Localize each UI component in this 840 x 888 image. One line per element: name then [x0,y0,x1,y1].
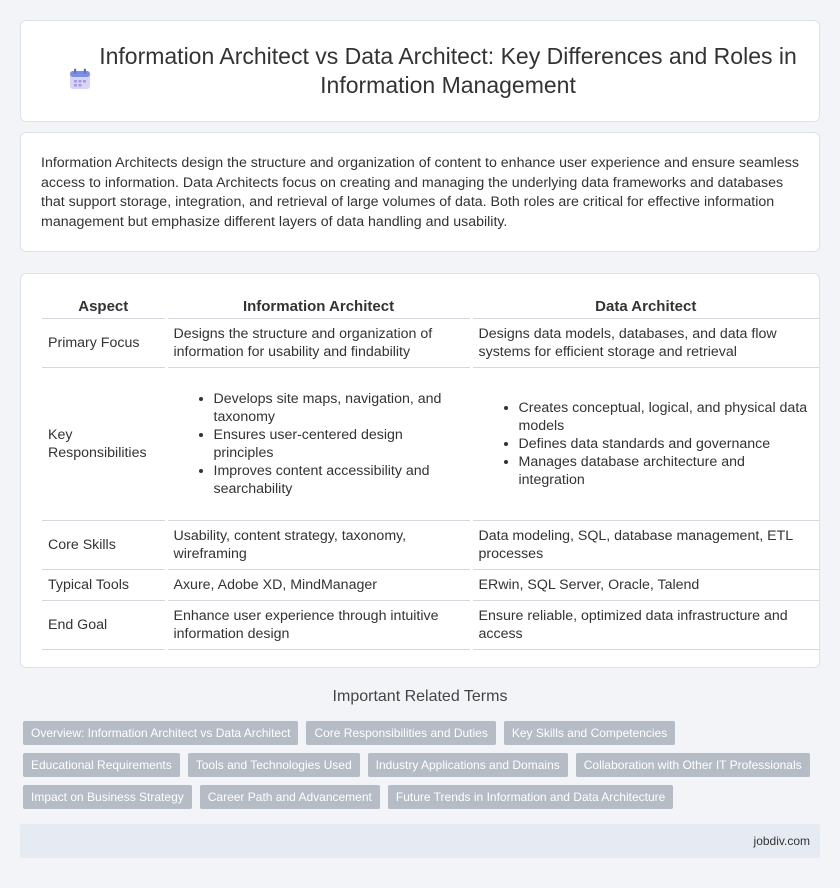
calendar-icon [68,67,92,91]
footer-site-link[interactable]: jobdiv.com [753,834,810,848]
data-cell: ERwin, SQL Server, Oracle, Talend [471,569,819,600]
related-tag[interactable]: Industry Applications and Domains [368,753,568,777]
tag-row [23,785,823,809]
aspect-cell: Typical Tools [42,569,166,600]
comparison-table [42,295,819,650]
related-tag[interactable]: Educational Requirements [23,753,180,777]
related-tag[interactable]: Core Responsibilities and Duties [306,721,495,745]
related-terms-title: Important Related Terms [332,688,508,705]
related-tag[interactable]: Collaboration with Other IT Professionals [576,753,810,777]
list-item: • Improves content accessibility and searchability [214,462,464,498]
list-item: • Defines data standards and governance [519,435,814,453]
info-list [174,390,464,498]
info-cell: Axure, Adobe XD, MindManager [166,569,471,600]
related-terms-tags [23,721,823,817]
intro-card [20,132,820,252]
data-cell: Designs data models, databases, and data flow systems for efficient storage and retrieval [471,318,819,367]
header-card [20,20,820,122]
footer [20,824,820,858]
aspect-cell: Key Responsibilities [42,367,166,520]
header-data-architect: Data Architect [471,295,819,318]
table-row [42,520,819,569]
intro-text: Information Architects design the structure and organization of content to enhance user experience and ensure seamless access to information. Data Architects focus on creating and managing the underlying data frameworks and databases that support storage, integration, and retrieval of large volumes of data. Both roles are critical for effective information management but emphasize different layers of data handling and usability. [41,155,799,230]
header-aspect: Aspect [42,295,166,318]
list-item: • Creates conceptual, logical, and physical data models [519,399,814,435]
table-header-row [42,295,819,318]
aspect-cell: Core Skills [42,520,166,569]
related-tag[interactable]: Career Path and Advancement [200,785,380,809]
related-tag[interactable]: Overview: Information Architect vs Data Architect [23,721,298,745]
info-cell: Enhance user experience through intuitive information design [166,600,471,649]
data-cell: Data modeling, SQL, database management, ETL processes [471,520,819,569]
info-cell: Usability, content strategy, taxonomy, wireframing [166,520,471,569]
list-item: • Develops site maps, navigation, and taxonomy [214,390,464,426]
list-item: • Ensures user-centered design principles [214,426,464,462]
table-row [42,600,819,649]
aspect-cell: Primary Focus [42,318,166,367]
related-tag[interactable]: Impact on Business Strategy [23,785,192,809]
comparison-card [20,273,820,668]
aspect-cell: End Goal [42,600,166,649]
table-row [42,318,819,367]
tag-row [23,753,823,777]
info-cell [166,367,471,520]
info-cell: Designs the structure and organization of information for usability and findability [166,318,471,367]
tag-row [23,721,823,745]
table-row [42,569,819,600]
data-cell: Ensure reliable, optimized data infrastructure and access [471,600,819,649]
header-information-architect: Information Architect [166,295,471,318]
data-cell [471,367,819,520]
list-item: • Manages database architecture and integration [519,453,814,489]
related-tag[interactable]: Key Skills and Competencies [504,721,675,745]
related-tag[interactable]: Future Trends in Information and Data Architecture [388,785,673,809]
table-row [42,367,819,520]
related-tag[interactable]: Tools and Technologies Used [188,753,360,777]
page-title: Information Architect vs Data Architect: Key Differences and Roles in Information Management [99,43,797,98]
data-list [479,399,814,489]
